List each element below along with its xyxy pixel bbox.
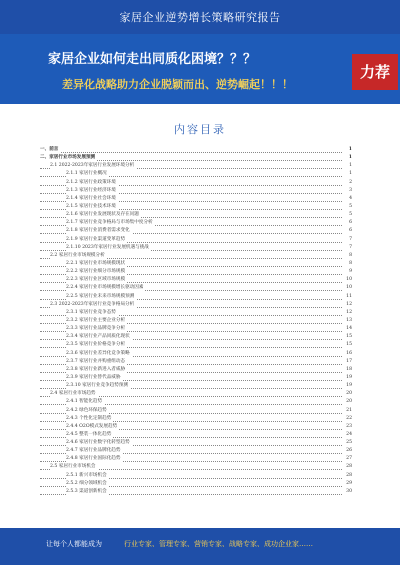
toc-entry-text: 2.1.4 家居行业社会环境: [66, 195, 118, 203]
toc-entry[interactable]: [40, 170, 352, 178]
toc-entry-page: 17: [344, 358, 352, 366]
toc-entry[interactable]: [40, 374, 352, 382]
toc-entry[interactable]: [40, 366, 352, 374]
toc-entry-page: 18: [344, 366, 352, 374]
toc-entry-page: 1: [347, 170, 352, 178]
toc-entry-page: 13: [344, 317, 352, 325]
toc-entry-page: 9: [347, 268, 352, 276]
toc-entry[interactable]: [40, 252, 352, 260]
toc-entry-text: 2.1.1 家居行业概况: [66, 170, 109, 178]
toc-entry-page: 1: [347, 162, 352, 170]
toc-entry-page: 4: [347, 195, 352, 203]
toc-entry[interactable]: [40, 447, 352, 455]
table-of-contents: [40, 146, 352, 516]
toc-entry-page: 5: [347, 211, 352, 219]
banner-headline: 家居企业如何走出同质化困境？？？: [48, 52, 257, 67]
toc-entry-text: 2.2.3 家居行业区域市场规模: [66, 276, 127, 284]
toc-entry-text: 2.1.8 家居行业消费者需求变化: [66, 227, 132, 235]
toc-entry-text: 2.2.1 家居行业市场规模现状: [66, 260, 127, 268]
toc-entry-page: 6: [347, 219, 352, 227]
toc-entry-page: 8: [347, 252, 352, 260]
footer-roles: 行业专家、管理专家、营销专家、战略专家、成功企业家……: [124, 540, 313, 548]
toc-entry-page: 12: [344, 309, 352, 317]
toc-entry-text: 2.4.4 O2O模式发展趋势: [66, 423, 119, 431]
toc-entry-page: 2: [347, 179, 352, 187]
toc-entry-text: 2.2.5 家居行业未来市场规模预测: [66, 293, 136, 301]
toc-entry[interactable]: [40, 439, 352, 447]
toc-entry-page: 1: [347, 146, 352, 154]
toc-entry-text: 2.2 家居行业市场规模分析: [50, 252, 107, 260]
toc-entry-text: 2.1.6 家居行业发展现状及存在问题: [66, 211, 141, 219]
toc-entry[interactable]: [40, 236, 352, 244]
toc-entry[interactable]: [40, 480, 352, 488]
toc-entry-page: 29: [344, 480, 352, 488]
toc-entry[interactable]: [40, 350, 352, 358]
toc-entry-page: 15: [344, 341, 352, 349]
toc-entry-text: 2.4.5 整装一体化趋势: [66, 431, 113, 439]
toc-entry-page: 30: [344, 488, 352, 496]
toc-entry[interactable]: [40, 154, 352, 162]
toc-entry-page: 14: [344, 325, 352, 333]
toc-entry-text: 2.4.7 家居行业品牌化趋势: [66, 447, 123, 455]
toc-entry-text: 2.3.5 家居行业价格竞争分析: [66, 341, 127, 349]
toc-entry[interactable]: [40, 333, 352, 341]
toc-entry-page: 7: [347, 244, 352, 252]
toc-entry-page: 27: [344, 455, 352, 463]
toc-entry-page: 8: [347, 260, 352, 268]
toc-entry-page: 19: [344, 382, 352, 390]
toc-entry-text: 2.1.9 家居行业渠道变革趋势: [66, 236, 127, 244]
toc-entry-text: 2.3.9 家居行业替代品威胁: [66, 374, 123, 382]
toc-entry-text: 2.3.1 家居行业竞争态势: [66, 309, 118, 317]
toc-entry-text: 二、家居行业市场发展预测: [40, 154, 97, 162]
toc-entry[interactable]: [40, 179, 352, 187]
dot-leader: [40, 152, 342, 153]
toc-entry-page: 24: [344, 431, 352, 439]
toc-entry[interactable]: [40, 382, 352, 390]
toc-entry[interactable]: [40, 244, 352, 252]
toc-entry[interactable]: [40, 301, 352, 309]
toc-entry-page: 28: [344, 472, 352, 480]
toc-entry-text: 2.3.3 家居行业品牌竞争分析: [66, 325, 127, 333]
toc-entry-text: 2.3.4 家居行业产品同质化现状: [66, 333, 132, 341]
toc-entry[interactable]: [40, 260, 352, 268]
toc-entry[interactable]: [40, 398, 352, 406]
hero-banner: [0, 34, 400, 104]
toc-entry[interactable]: [40, 415, 352, 423]
toc-entry[interactable]: [40, 309, 352, 317]
toc-entry-text: 2.2.4 家居行业市场规模增长驱动因素: [66, 284, 145, 292]
toc-entry[interactable]: [40, 341, 352, 349]
toc-entry-text: 2.3 2022-2023年家居行业竞争格局分析: [50, 301, 136, 309]
toc-entry-text: 2.4.1 智能化趋势: [66, 398, 104, 406]
toc-entry-page: 16: [344, 350, 352, 358]
toc-entry[interactable]: [40, 211, 352, 219]
toc-entry-page: 23: [344, 423, 352, 431]
toc-entry-text: 2.4.8 家居行业国际化趋势: [66, 455, 123, 463]
toc-entry[interactable]: [40, 187, 352, 195]
toc-entry[interactable]: [40, 203, 352, 211]
toc-entry[interactable]: [40, 276, 352, 284]
toc-entry-page: 10: [344, 284, 352, 292]
toc-entry-text: 2.3.8 家居行业新进入者威胁: [66, 366, 127, 374]
toc-entry-text: 2.1.5 家居行业技术环境: [66, 203, 118, 211]
toc-entry-text: 2.4.2 绿色环保趋势: [66, 407, 109, 415]
toc-entry[interactable]: [40, 407, 352, 415]
toc-entry-text: 2.1 2022-2023年家居行业发展环境分析: [50, 162, 136, 170]
toc-entry-text: 2.5 家居行业市场机会: [50, 463, 98, 471]
toc-entry[interactable]: [40, 162, 352, 170]
toc-entry-text: 2.4.6 家居行业数字化转型趋势: [66, 439, 132, 447]
toc-heading: 内容目录: [174, 123, 226, 136]
toc-entry[interactable]: [40, 293, 352, 301]
toc-entry[interactable]: [40, 488, 352, 496]
toc-entry-text: 2.1.10 2023年家居行业发展机遇与挑战: [66, 244, 151, 252]
toc-entry-text: 2.5.1 新兴市场机会: [66, 472, 109, 480]
toc-entry-page: 3: [347, 187, 352, 195]
toc-entry[interactable]: [40, 358, 352, 366]
toc-entry-page: 5: [347, 203, 352, 211]
toc-entry-text: 2.1.2 家居行业政策环境: [66, 179, 118, 187]
toc-entry-page: 20: [344, 398, 352, 406]
toc-entry-page: 6: [347, 227, 352, 235]
toc-entry[interactable]: [40, 431, 352, 439]
toc-entry-text: 2.1.7 家居行业竞争格局与市场集中度分析: [66, 219, 155, 227]
toc-entry-text: 2.2.2 家居行业细分市场规模: [66, 268, 127, 276]
toc-entry[interactable]: [40, 219, 352, 227]
toc-entry-text: 2.3.6 家居行业差异化竞争策略: [66, 350, 132, 358]
toc-entry[interactable]: [40, 423, 352, 431]
toc-entry-text: 2.5.3 渠道创新机会: [66, 488, 109, 496]
toc-entry-text: 2.1.3 家居行业经济环境: [66, 187, 118, 195]
toc-entry-page: 7: [347, 236, 352, 244]
banner-subline: 差异化战略助力企业脱颖而出、逆势崛起！！！: [62, 78, 293, 91]
toc-entry-text: 2.4.3 个性化定制趋势: [66, 415, 113, 423]
toc-entry-text: 2.3.7 家居行业并购重组动态: [66, 358, 127, 366]
toc-entry[interactable]: [40, 227, 352, 235]
toc-entry-text: 2.3.2 家居行业主要企业分析: [66, 317, 127, 325]
toc-entry-page: 26: [344, 447, 352, 455]
toc-entry[interactable]: [40, 284, 352, 292]
toc-entry-page: 20: [344, 390, 352, 398]
toc-entry-page: 19: [344, 374, 352, 382]
toc-entry-page: 21: [344, 407, 352, 415]
toc-entry-text: 2.4 家居行业市场趋势: [50, 390, 98, 398]
toc-entry-text: 一、前言: [40, 146, 60, 154]
toc-entry-page: 11: [344, 293, 352, 301]
toc-entry[interactable]: [40, 146, 352, 154]
toc-entry-text: 2.5.2 细分领域机会: [66, 480, 109, 488]
recommend-badge: 力荐: [352, 54, 398, 90]
toc-entry-page: 22: [344, 415, 352, 423]
toc-entry-page: 25: [344, 439, 352, 447]
toc-entry-page: 15: [344, 333, 352, 341]
top-header-bar: [0, 0, 400, 34]
toc-entry-page: 12: [344, 301, 352, 309]
toc-entry[interactable]: [40, 317, 352, 325]
toc-entry[interactable]: [40, 325, 352, 333]
toc-entry[interactable]: [40, 195, 352, 203]
toc-entry[interactable]: [40, 455, 352, 463]
footer-prefix: 让每个人都能成为: [46, 540, 102, 548]
toc-entry[interactable]: [40, 472, 352, 480]
toc-entry[interactable]: [40, 463, 352, 471]
toc-entry-page: 1: [347, 154, 352, 162]
toc-entry-page: 10: [344, 276, 352, 284]
toc-entry-page: 28: [344, 463, 352, 471]
toc-entry-text: 2.3.10 家居行业竞争趋势预测: [66, 382, 130, 390]
report-title: 家居企业逆势增长策略研究报告: [119, 11, 281, 24]
toc-entry[interactable]: [40, 268, 352, 276]
footer-bar: [0, 528, 400, 565]
toc-entry[interactable]: [40, 390, 352, 398]
